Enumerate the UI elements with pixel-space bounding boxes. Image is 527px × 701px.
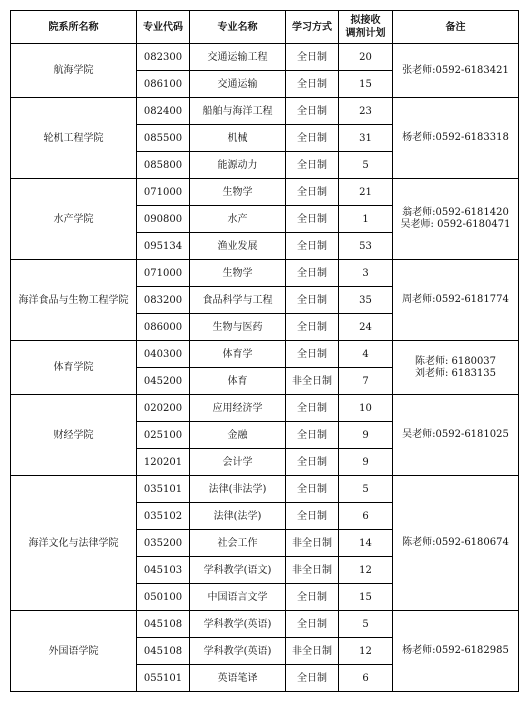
major-code: 025100 <box>137 422 190 449</box>
major-code: 050100 <box>137 584 190 611</box>
planned-count: 21 <box>339 179 393 206</box>
contact-note <box>393 179 519 260</box>
header-college: 院系所名称 <box>11 11 137 44</box>
planned-count: 1 <box>339 206 393 233</box>
planned-count: 7 <box>339 368 393 395</box>
planned-count: 4 <box>339 341 393 368</box>
header-plan <box>339 11 393 44</box>
header-row <box>11 11 519 44</box>
planned-count: 9 <box>339 422 393 449</box>
study-mode: 非全日制 <box>286 530 339 557</box>
planned-count: 31 <box>339 125 393 152</box>
header-code: 专业代码 <box>137 11 190 44</box>
major-name: 学科教学(英语) <box>190 611 286 638</box>
major-name: 生物学 <box>190 260 286 287</box>
major-name: 体育 <box>190 368 286 395</box>
table-row <box>11 476 519 503</box>
header-major: 专业名称 <box>190 11 286 44</box>
college-name: 外国语学院 <box>11 611 137 692</box>
planned-count: 9 <box>339 449 393 476</box>
major-name: 机械 <box>190 125 286 152</box>
major-code: 045200 <box>137 368 190 395</box>
planned-count: 12 <box>339 638 393 665</box>
adjustment-plan-table-container <box>10 10 519 692</box>
header-plan-line1: 拟接收 <box>350 15 381 26</box>
major-code: 020200 <box>137 395 190 422</box>
major-name: 交通运输 <box>190 71 286 98</box>
major-name: 体育学 <box>190 341 286 368</box>
study-mode: 全日制 <box>286 449 339 476</box>
major-name: 水产 <box>190 206 286 233</box>
contact-note-line: 杨老师:0592-6182985 <box>402 645 509 656</box>
college-name: 财经学院 <box>11 395 137 476</box>
study-mode: 全日制 <box>286 395 339 422</box>
table-row <box>11 44 519 71</box>
major-name: 金融 <box>190 422 286 449</box>
major-name: 中国语言文学 <box>190 584 286 611</box>
contact-note-line: 陈老师:0592-6180674 <box>402 537 509 548</box>
study-mode: 全日制 <box>286 287 339 314</box>
major-code: 071000 <box>137 179 190 206</box>
study-mode: 全日制 <box>286 341 339 368</box>
major-code: 086000 <box>137 314 190 341</box>
major-name: 交通运输工程 <box>190 44 286 71</box>
major-code: 035200 <box>137 530 190 557</box>
contact-note <box>393 44 519 98</box>
study-mode: 全日制 <box>286 260 339 287</box>
major-code: 085500 <box>137 125 190 152</box>
header-plan-line2: 调剂计划 <box>345 28 386 39</box>
study-mode: 全日制 <box>286 314 339 341</box>
major-name: 学科教学(语文) <box>190 557 286 584</box>
study-mode: 全日制 <box>286 71 339 98</box>
major-name: 能源动力 <box>190 152 286 179</box>
contact-note <box>393 395 519 476</box>
planned-count: 5 <box>339 611 393 638</box>
study-mode: 非全日制 <box>286 368 339 395</box>
study-mode: 全日制 <box>286 233 339 260</box>
major-name: 会计学 <box>190 449 286 476</box>
major-code: 045108 <box>137 638 190 665</box>
planned-count: 6 <box>339 665 393 692</box>
table-row <box>11 395 519 422</box>
planned-count: 15 <box>339 584 393 611</box>
major-code: 035101 <box>137 476 190 503</box>
major-code: 082400 <box>137 98 190 125</box>
contact-note-line: 陈老师: 6180037 <box>414 355 497 367</box>
major-name: 生物与医药 <box>190 314 286 341</box>
contact-note <box>393 98 519 179</box>
header-mode: 学习方式 <box>286 11 339 44</box>
header-note: 备注 <box>393 11 519 44</box>
study-mode: 全日制 <box>286 125 339 152</box>
major-code: 045108 <box>137 611 190 638</box>
table-row <box>11 260 519 287</box>
contact-note-line: 吴老师: 0592-6180471 <box>400 219 511 230</box>
major-name: 渔业发展 <box>190 233 286 260</box>
major-name: 英语笔译 <box>190 665 286 692</box>
planned-count: 14 <box>339 530 393 557</box>
planned-count: 10 <box>339 395 393 422</box>
study-mode: 全日制 <box>286 44 339 71</box>
study-mode: 全日制 <box>286 665 339 692</box>
planned-count: 23 <box>339 98 393 125</box>
planned-count: 24 <box>339 314 393 341</box>
table-row <box>11 611 519 638</box>
study-mode: 全日制 <box>286 206 339 233</box>
contact-note-line: 翁老师:0592-6181420 <box>402 207 509 218</box>
contact-note <box>393 341 519 395</box>
contact-note <box>393 260 519 341</box>
college-name: 海洋文化与法律学院 <box>11 476 137 611</box>
planned-count: 5 <box>339 152 393 179</box>
table-row <box>11 179 519 206</box>
contact-note-line: 吴老师:0592-6181025 <box>402 429 509 440</box>
study-mode: 全日制 <box>286 611 339 638</box>
major-code: 045103 <box>137 557 190 584</box>
major-name: 法律(法学) <box>190 503 286 530</box>
major-name: 社会工作 <box>190 530 286 557</box>
major-name: 生物学 <box>190 179 286 206</box>
major-code: 040300 <box>137 341 190 368</box>
major-name: 应用经济学 <box>190 395 286 422</box>
study-mode: 非全日制 <box>286 638 339 665</box>
planned-count: 3 <box>339 260 393 287</box>
contact-note <box>393 476 519 611</box>
contact-note-line: 周老师:0592-6181774 <box>402 294 509 305</box>
major-code: 090800 <box>137 206 190 233</box>
major-name: 法律(非法学) <box>190 476 286 503</box>
planned-count: 6 <box>339 503 393 530</box>
major-code: 095134 <box>137 233 190 260</box>
contact-note-line: 刘老师: 6183135 <box>414 367 497 379</box>
major-code: 082300 <box>137 44 190 71</box>
major-name: 学科教学(英语) <box>190 638 286 665</box>
major-code: 085800 <box>137 152 190 179</box>
major-code: 071000 <box>137 260 190 287</box>
planned-count: 35 <box>339 287 393 314</box>
major-code: 086100 <box>137 71 190 98</box>
planned-count: 15 <box>339 71 393 98</box>
college-name: 航海学院 <box>11 44 137 98</box>
planned-count: 20 <box>339 44 393 71</box>
study-mode: 全日制 <box>286 179 339 206</box>
study-mode: 全日制 <box>286 476 339 503</box>
contact-note-line: 张老师:0592-6183421 <box>402 64 509 76</box>
major-code: 083200 <box>137 287 190 314</box>
major-name: 船舶与海洋工程 <box>190 98 286 125</box>
contact-note <box>393 611 519 692</box>
major-name: 食品科学与工程 <box>190 287 286 314</box>
major-code: 120201 <box>137 449 190 476</box>
table-row <box>11 341 519 368</box>
table-row <box>11 98 519 125</box>
table-body <box>11 44 519 692</box>
college-name: 水产学院 <box>11 179 137 260</box>
study-mode: 全日制 <box>286 152 339 179</box>
college-name: 轮机工程学院 <box>11 98 137 179</box>
study-mode: 全日制 <box>286 584 339 611</box>
major-code: 035102 <box>137 503 190 530</box>
planned-count: 53 <box>339 233 393 260</box>
study-mode: 非全日制 <box>286 557 339 584</box>
contact-note-line: 杨老师:0592-6183318 <box>402 132 509 143</box>
study-mode: 全日制 <box>286 98 339 125</box>
study-mode: 全日制 <box>286 503 339 530</box>
study-mode: 全日制 <box>286 422 339 449</box>
major-code: 055101 <box>137 665 190 692</box>
college-name: 海洋食品与生物工程学院 <box>11 260 137 341</box>
planned-count: 5 <box>339 476 393 503</box>
adjustment-plan-table <box>10 10 519 692</box>
college-name: 体育学院 <box>11 341 137 395</box>
planned-count: 12 <box>339 557 393 584</box>
